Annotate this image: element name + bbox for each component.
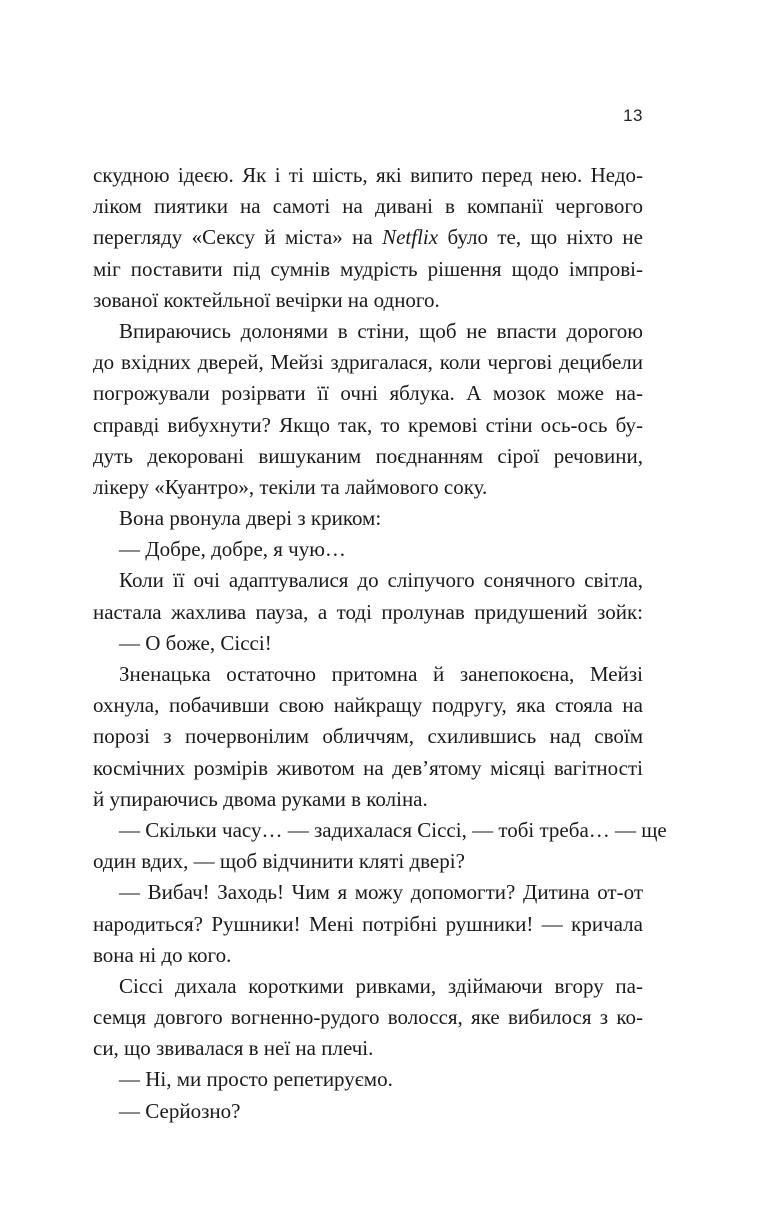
text-line: Сіссі дихала короткими ривками, здіймаючи вгору па-: [119, 973, 643, 998]
text-line: настала жахлива пауза, а тоді пролунав придушений зойк:: [93, 599, 643, 624]
text-line: Зненацька остаточно притомна й занепокоєна, Мейзі: [119, 662, 643, 686]
text-line: Коли її очі адаптувалися до сліпучого сонячного світла,: [119, 568, 643, 593]
text-line: лікеру «Куантро», текіли та лаймового соку.: [93, 474, 488, 499]
text-line: — Скільки часу… — задихалася Сіссі, — тобі треба… — ще: [119, 817, 667, 842]
text-line: один вдих, — щоб відчинити кляті двері?: [93, 849, 465, 874]
text-line: — Ні, ми просто репетируємо.: [119, 1067, 393, 1092]
text-line: си, що звивалася в неї на плечі.: [93, 1036, 374, 1061]
italic-text: Netflix: [382, 225, 439, 250]
text-line: — О боже, Сіссі!: [119, 630, 272, 655]
text-line: Впираючись долонями в стіни, щоб не впасти дорогою: [119, 318, 643, 343]
text-line: вона ні до кого.: [93, 942, 232, 967]
text-line: Вона рвонула двері з криком:: [119, 506, 382, 531]
text-line: охнула, побачивши свою найкращу подругу, яка стояла на: [93, 693, 643, 718]
text-segment: перегляду «Сексу й міста» на: [93, 225, 383, 250]
text-segment: було те, що ніхто не: [438, 225, 643, 250]
text-line: космічних розмірів животом на дев’ятому місяці вагітності: [93, 755, 643, 780]
text-line: погрожували розірвати її очні яблука. А мозок може на-: [93, 381, 643, 406]
text-line: народиться? Рушники! Мені потрібні рушники! — кричала: [93, 911, 643, 936]
body-text: [93, 160, 667, 1127]
text-line: семця довгого вогненно-рудого волосся, яке вибилося з ко-: [93, 1005, 643, 1030]
text-line: порозі з почервонілим обличчям, схилившись над своїм: [93, 724, 643, 749]
text-line: [93, 222, 643, 253]
page-number: 13: [623, 106, 643, 125]
text-line: — Добре, добре, я чую…: [119, 537, 346, 562]
text-line: скудною ідеєю. Як і ті шість, які випито перед нею. Недо-: [93, 163, 643, 187]
text-line: до вхідних дверей, Мейзі здригалася, коли чергові децибели: [93, 350, 643, 375]
text-line: дуть декоровані вишуканим поєднанням сірої речовини,: [93, 443, 643, 468]
text-line: зованої коктейльної вечірки на одного.: [93, 287, 440, 312]
text-line: справді вибухнути? Якщо так, то кремові стіни ось-ось бу-: [93, 412, 643, 437]
text-line: ліком пиятики на самоті на дивані в компанії чергового: [93, 194, 643, 219]
text-line: міг поставити під сумнів мудрість рішення щодо імпрові-: [93, 256, 643, 281]
text-line: — Серйозно?: [119, 1098, 241, 1123]
text-line: й упираючись двома руками в коліна.: [93, 786, 428, 811]
text-line: — Вибач! Заходь! Чим я можу допомогти? Дитина от-от: [119, 880, 643, 905]
